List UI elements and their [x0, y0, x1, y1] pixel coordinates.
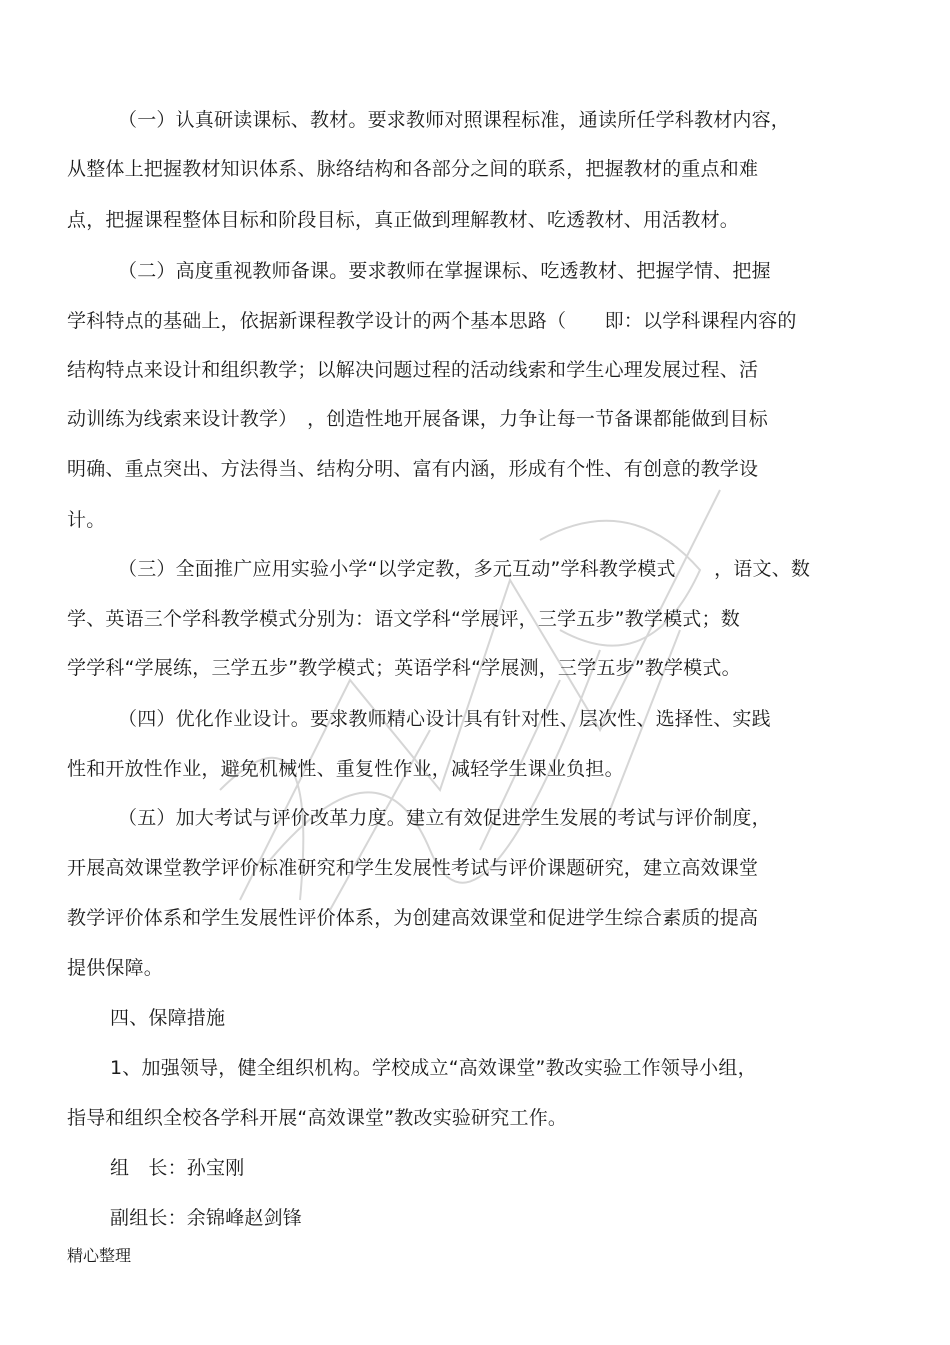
text-line: 点，把握课程整体目标和阶段目标，真正做到理解教材、吃透教材、用活教材。: [67, 209, 740, 231]
text-line: 动训练为线索来设计教学） ，创造性地开展备课，力争让每一节备课都能做到目标: [67, 408, 768, 430]
text-line: （四）优化作业设计。要求教师精心设计具有针对性、层次性、选择性、实践: [118, 708, 771, 730]
page-footer: 精心整理: [67, 1246, 132, 1265]
text-line: （三）全面推广应用实验小学“以学定教，多元互动”学科教学模式 ，语文、数: [118, 558, 811, 580]
text-line: 性和开放性作业，避免机械性、重复性作业，减轻学生课业负担。: [67, 758, 624, 780]
group-leader-line: 组 长：孙宝刚: [110, 1157, 245, 1179]
text-line: （五）加大考试与评价改革力度。建立有效促进学生发展的考试与评价制度，: [118, 807, 771, 829]
text-line: （二）高度重视教师备课。要求教师在掌握课标、吃透教材、把握学情、把握: [118, 260, 771, 282]
text-line: 学科特点的基础上，依据新课程教学设计的两个基本思路（ 即：以学科课程内容的: [67, 310, 797, 332]
text-line: 结构特点来设计和组织教学；以解决问题过程的活动线索和学生心理发展过程、活: [67, 359, 759, 381]
deputy-leader-line: 副组长：余锦峰赵剑锋: [110, 1207, 303, 1229]
text-line: 学、英语三个学科教学模式分别为：语文学科“学展评，三学五步”教学模式；数: [67, 608, 740, 630]
text-line: 明确、重点突出、方法得当、结构分明、富有内涵，形成有个性、有创意的教学设: [67, 458, 759, 480]
text-line: 计。: [67, 509, 106, 531]
text-line: （一）认真研读课标、教材。要求教师对照课程标准，通读所任学科教材内容，: [118, 109, 791, 131]
text-line: 指导和组织全校各学科开展“高效课堂”教改实验研究工作。: [67, 1107, 568, 1129]
text-line: 提供保障。: [67, 957, 164, 979]
text-line: 教学评价体系和学生发展性评价体系，为创建高效课堂和促进学生综合素质的提高: [67, 907, 759, 929]
text-line: 从整体上把握教材知识体系、脉络结构和各部分之间的联系，把握教材的重点和难: [67, 158, 759, 180]
section-heading: 四、保障措施: [110, 1007, 226, 1029]
text-line: 开展高效课堂教学评价标准研究和学生发展性考试与评价课题研究，建立高效课堂: [67, 857, 759, 879]
text-line: 学学科“学展练，三学五步”教学模式；英语学科“学展测，三学五步”教学模式。: [67, 657, 741, 679]
text-line: 1、加强领导，健全组织机构。学校成立“高效课堂”教改实验工作领导小组，: [110, 1057, 757, 1079]
